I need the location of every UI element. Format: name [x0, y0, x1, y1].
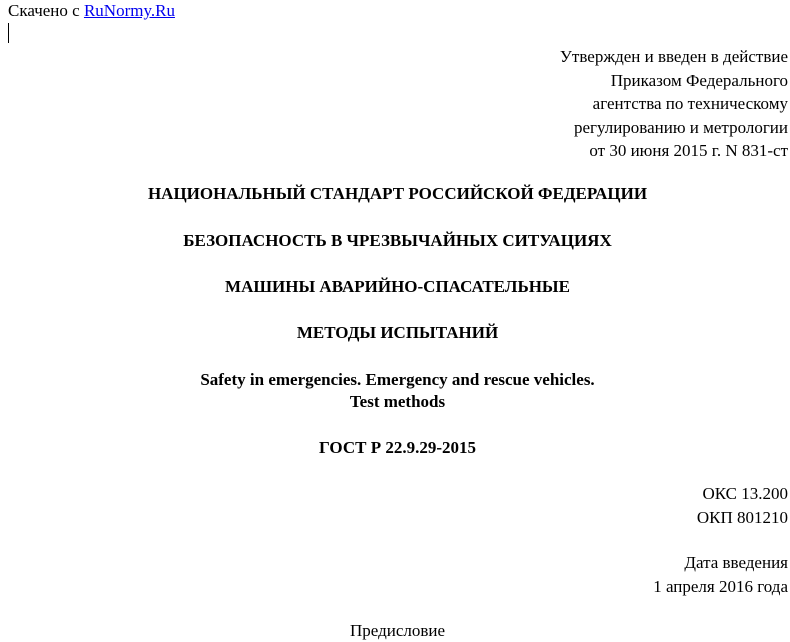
intro-date-block	[653, 551, 788, 598]
english-title-line2: Test methods	[349, 392, 446, 411]
classification-block	[697, 482, 788, 529]
gost-designation: ГОСТ Р 22.9.29-2015	[319, 438, 476, 457]
approval-line: регулированию и метрологии	[573, 117, 788, 137]
oks-code: ОКС 13.200	[702, 484, 788, 503]
machines-heading: МАШИНЫ АВАРИЙНО-СПАСАТЕЛЬНЫЕ	[225, 277, 570, 296]
download-prefix: Скачено с	[8, 1, 84, 20]
approval-block	[560, 45, 788, 163]
intro-date-label: Дата введения	[684, 553, 788, 572]
english-title-line1: Safety in emergencies. Emergency and rescue vehicles.	[200, 370, 595, 389]
approval-line: от 30 июня 2015 г. N 831-ст	[589, 141, 788, 160]
approval-line: Утвержден и введен в действие	[559, 47, 788, 66]
national-standard-heading: НАЦИОНАЛЬНЫЙ СТАНДАРТ РОССИЙСКОЙ ФЕДЕРАЦИИ	[147, 184, 648, 203]
preface-heading: Предисловие	[349, 621, 446, 640]
approval-line: агентства по техническому	[592, 94, 788, 113]
safety-heading: БЕЗОПАСНОСТЬ В ЧРЕЗВЫЧАЙНЫХ СИТУАЦИЯХ	[183, 231, 612, 250]
approval-line: Приказом Федерального	[610, 70, 788, 90]
runormy-link[interactable]: RuNormy.Ru	[83, 1, 175, 20]
intro-date-value: 1 апреля 2016 года	[653, 576, 788, 596]
download-source-line	[8, 1, 175, 21]
methods-heading: МЕТОДЫ ИСПЫТАНИЙ	[296, 323, 499, 342]
text-cursor	[8, 23, 9, 43]
okp-code: ОКП 801210	[696, 507, 788, 527]
